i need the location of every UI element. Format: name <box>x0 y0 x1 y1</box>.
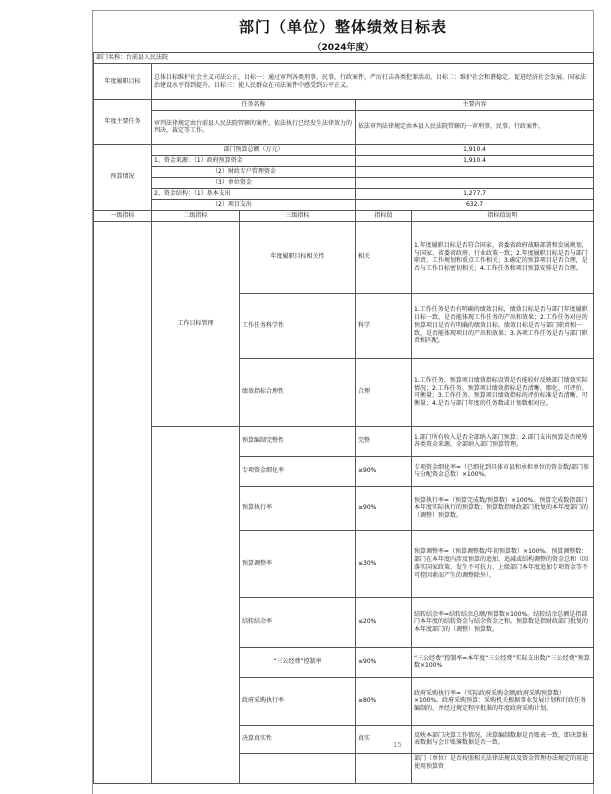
indicator-name: 预算调整率 <box>240 530 356 597</box>
budget-row-label: 1、资金来源：（1）政府预算资金 <box>152 155 356 166</box>
budget-row <box>94 199 594 210</box>
budget-row-label: 部门预算总额（万元） <box>152 144 356 155</box>
budget-row-value: 1,910.4 <box>356 155 594 166</box>
indicator-value: 科学 <box>356 293 412 358</box>
indicator-header-row <box>94 210 594 221</box>
indicator-name: 年度履职目标相关性 <box>240 221 356 293</box>
l1-header: 一级指标 <box>94 210 152 221</box>
indicator-value: ≥90% <box>356 456 412 486</box>
indicator-value: ≥90% <box>356 486 412 530</box>
indicator-desc: 反映本部门决算工作情况。决算编制数据是否账表一致，即决算报表数据与会计账簿数据是否一致。 <box>412 725 594 753</box>
indicator-desc: 专项资金细化率=（已细化到具体市县和承担单位的资金数/部门参与分配资金总数）×100%。 <box>412 456 594 486</box>
budget-row-label: 2、资金结构：（1）基本支出 <box>152 188 356 199</box>
indicator-desc: 1.工作任务是否有明确的绩效目标，绩效目标是否与部门年度履职目标一致，是否能体现工作任务的产出和效果；2.工作任务对应的预算项目是否有明确的绩效目标，绩效目标是否与部门职责相一致，是否能体现项目的产出和效果；3.各项工作任务是否与部门职责相匹配。 <box>412 293 594 358</box>
indicator-name: “三公经费”控制率 <box>240 647 356 677</box>
indicator-name: 绩效指标合理性 <box>240 358 356 426</box>
l2-header: 二级指标 <box>152 210 240 221</box>
main-tasks-row <box>94 110 594 144</box>
indicator-desc: 部门（单位）是否按照相关法律法规以及资金管理办法规定的用途使用预算资 <box>412 753 594 783</box>
indicator-desc: 政府采购执行率=（实际政府采购金额/政府采购预算数）×100%。政府采购预算：采购机关根据事业发展计划和行政任务编制的、并经过规定程序批准的年度政府采购计划。 <box>412 677 594 725</box>
main-tasks-header-row <box>94 100 594 111</box>
page-title: 部门（单位）整体绩效目标表 <box>238 18 447 36</box>
indicator-value <box>356 753 412 783</box>
dept-name-row <box>94 53 594 64</box>
page-subtitle-year: （2024年度） <box>312 43 374 53</box>
indicator-row <box>94 426 594 456</box>
indicator-desc: “三公经费”控制率=本年度“三公经费”实际支出数/“三公经费”预算数×100% <box>412 647 594 677</box>
budget-row-label: （3）单位资金 <box>152 177 356 188</box>
page-number: 15 <box>393 741 402 749</box>
l2-empty-cell <box>152 426 240 783</box>
l2-work-goal-mgmt: 工作目标管理 <box>152 221 240 426</box>
budget-row-value: 632.7 <box>356 199 594 210</box>
desc-header: 指标值说明 <box>412 210 594 221</box>
task-content: 依法审判法律规定由本县人民法院管辖的一审刑事，民事，行政案件。 <box>356 110 594 144</box>
indicator-desc: 结转结余率=结转结余总额/预算数×100%。结转结余总额是指部门本年度的结转资金与结余资金之和。预算数是指财政部门批复的本年度部门的（调整）预算数。 <box>412 597 594 647</box>
task-name: 审判法律规定由台前县人民法院管辖的案件，依法执行已经发生法律效力的判决、裁定等工作。 <box>152 110 356 144</box>
budget-row-value <box>356 177 594 188</box>
indicator-name: 结转结余率 <box>240 597 356 647</box>
budget-row-label: （2）财政专户管理资金 <box>152 166 356 177</box>
indicator-value: 完整 <box>356 426 412 456</box>
value-header: 指标值 <box>356 210 412 221</box>
indicator-value: ≤20% <box>356 597 412 647</box>
l1-empty-cell <box>94 221 152 783</box>
annual-goal-text: 总体目标维护社会主义司法公正，目标一：通过审判各类刑事、民事、行政案件，严厉打击各类犯罪活动。目标二：维护社会和谐稳定，促进经济社会发展，国家法治建设水平得到提升。目标三：使人民群众在司法案件中感受到公平正义。 <box>152 64 594 100</box>
annual-goal-label: 年度履职目标 <box>94 64 152 100</box>
indicator-value: ≤90% <box>356 647 412 677</box>
dept-name: 部门名称：台前县人民法院 <box>94 53 594 64</box>
indicator-value: ≥80% <box>356 677 412 725</box>
indicator-value: 相关 <box>356 221 412 293</box>
indicator-row <box>94 221 594 293</box>
task-name-header: 任务名称 <box>152 100 356 111</box>
indicator-name: 政府采购执行率 <box>240 677 356 725</box>
indicator-name: 决算真实性 <box>240 725 356 753</box>
budget-row-value: 1,910.4 <box>356 144 594 155</box>
l3-header: 三级指标 <box>240 210 356 221</box>
main-tasks-label: 年度主要任务 <box>94 100 152 145</box>
indicator-desc: 预算执行率=（预算完成数/预算数）×100%。预算完成数指部门本年度实际执行的预算数；预算数指财政部门批复的本年度部门的（调整）预算数。 <box>412 486 594 530</box>
budget-label: 预算情况 <box>94 144 152 210</box>
budget-row <box>94 166 594 177</box>
indicator-desc: 1.工作任务、预算项目绩效指标设置是否能较好反映部门绩效实际情况；2.工作任务、预算项目绩效指标是否清晰、细化、可评价、可衡量；3.工作任务、预算项目绩效指标的评价标准是否清晰、可衡量；4.是否与部门年度的任务数或计划数相对应。 <box>412 358 594 426</box>
indicator-name: 工作任务科学性 <box>240 293 356 358</box>
budget-row-value <box>356 166 594 177</box>
budget-row-value: 1,277.7 <box>356 188 594 199</box>
indicator-value: 合理 <box>356 358 412 426</box>
indicator-desc: 预算调整率=（预算调整数/年初预算数）×100%。预算调整数：部门在本年度内涉及预算的追加、追减或结构调整的资金总和（因落实国家政策、发生不可抗力、上级部门本年度追加专项资金等不可控因素而产生的调整除外）。 <box>412 530 594 597</box>
performance-table <box>93 52 594 784</box>
document-page <box>92 10 594 794</box>
budget-row <box>94 188 594 199</box>
budget-row <box>94 177 594 188</box>
indicator-value: ≤30% <box>356 530 412 597</box>
indicator-name: 专项资金细化率 <box>240 456 356 486</box>
budget-row-label: （2）项目支出 <box>152 199 356 210</box>
indicator-value: 真实 <box>356 725 412 753</box>
task-content-header: 主要内容 <box>356 100 594 111</box>
budget-row <box>94 155 594 166</box>
annual-goal-row <box>94 64 594 100</box>
indicator-desc: 1.部门所有收入是否全部纳入部门预算；2.部门支出预算是否统筹各类资金来源，全部纳入部门预算管理。 <box>412 426 594 456</box>
indicator-desc: 1.年度履职目标是否符合国家、省委省政府战略部署和发展规划，与国家、省委省政府、行业政策一致；2.年度履职目标是否与部门职责、工作规划和重点工作相关；3.确定的预算项目是否合理，是否与工作目标密切相关；4.工作任务和项目预算安排是否合理。 <box>412 221 594 293</box>
indicator-name: 预算执行率 <box>240 486 356 530</box>
budget-row <box>94 144 594 155</box>
indicator-name: 预算编制完整性 <box>240 426 356 456</box>
indicator-name <box>240 753 356 783</box>
